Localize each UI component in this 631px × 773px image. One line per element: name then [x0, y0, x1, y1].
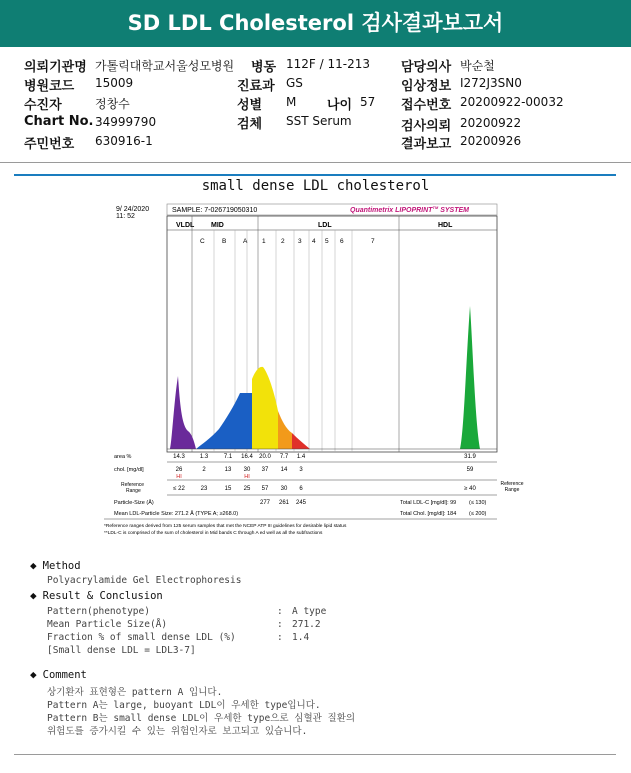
lipoprint-report	[104, 201, 524, 541]
ward-label: 병동	[251, 60, 277, 75]
footnote-2: **LDL-C is comprised of the sum of cholesterol in Mid bands C through A ed well as all the subfractions	[104, 531, 323, 536]
doctor-value: 박순철	[460, 59, 495, 73]
result-colon: :	[277, 619, 283, 630]
hospcode-value: 15009	[95, 76, 134, 90]
comment-line: Pattern B는 small dense LDL이 우세한 type으로 심혈관 질환의	[47, 713, 356, 724]
clinical-value: I272J3SN0	[460, 76, 522, 90]
comment-line: 상기환자 표현형은 pattern A 입니다.	[47, 687, 223, 698]
specimen-label: 검체	[237, 117, 263, 132]
svg-text:1.3: 1.3	[199, 454, 209, 460]
result-value: A type	[292, 606, 327, 617]
report-time: 11: 52	[116, 213, 135, 220]
request-value: 20200922	[460, 116, 522, 130]
section-title: small dense LDL cholesterol	[201, 178, 430, 194]
ldl-red-peak	[292, 433, 310, 449]
band-c: C	[200, 238, 205, 245]
comment-heading: ◆ Comment	[30, 668, 87, 681]
hospcode-label: 병원코드	[24, 79, 75, 94]
total-ldl: Total LDL-C [mg/dl]: 99	[400, 500, 457, 506]
receipt-value: 20200922-00032	[460, 95, 564, 109]
total-chol: Total Chol. [mg/dl]: 184	[400, 511, 457, 517]
result-colon: :	[277, 632, 283, 643]
svg-text:15: 15	[224, 486, 232, 492]
result-label: Mean Particle Size(Å)	[47, 619, 168, 630]
institution-label: 의뢰기관명	[24, 60, 87, 75]
svg-text:245: 245	[295, 500, 307, 506]
svg-text:13: 13	[224, 467, 232, 473]
svg-text:14: 14	[280, 467, 288, 473]
svg-text:7.7: 7.7	[279, 454, 289, 460]
svg-text:277: 277	[259, 500, 271, 506]
mean-particle-size: Mean LDL-Particle Size: 271.2 Å (TYPE A; ≥268.0)	[114, 511, 239, 517]
band-7: 7	[371, 238, 375, 245]
age-value: 57	[360, 95, 376, 109]
hdl-peak	[460, 306, 480, 449]
divider	[0, 162, 631, 163]
total-ldl-ref: (≤ 130)	[469, 500, 487, 506]
sex-value: M	[286, 95, 297, 109]
hi-flag-vldl: HI	[176, 474, 182, 480]
result-heading: ◆ Result & Conclusion	[30, 589, 163, 602]
specimen-value: SST Serum	[286, 114, 352, 128]
ref-label-2: Range	[126, 488, 141, 494]
diamond-icon: ◆	[30, 668, 37, 681]
ward-value: 112F / 11-213	[286, 57, 370, 71]
svg-text:3: 3	[299, 467, 303, 473]
band-b: B	[222, 238, 227, 245]
ps-label: Particle-Size (Å)	[114, 500, 154, 506]
area-values	[173, 454, 476, 460]
mid-header: MID	[211, 222, 224, 229]
comment-line: 위험도를 증가시킬 수 있는 위험인자로 보고되고 있습니다.	[47, 726, 308, 737]
comment-line: Pattern A는 large, buoyant LDL이 우세한 type입니다.	[47, 700, 321, 711]
ref-right-1: Reference	[500, 481, 524, 487]
chol-values	[176, 467, 474, 480]
bottom-divider	[14, 754, 616, 755]
ps-values	[260, 500, 307, 506]
dept-label: 진료과	[237, 79, 275, 94]
chol-label: chol. [mg/dl]	[114, 467, 144, 473]
svg-text:37: 37	[261, 467, 269, 473]
band-lines	[192, 216, 399, 452]
dept-value: GS	[286, 76, 303, 90]
total-chol-ref: (≤ 200)	[469, 511, 487, 517]
ref-label-1: Reference	[121, 482, 145, 488]
ref-values	[173, 486, 476, 492]
idnum-label: 주민번호	[24, 137, 75, 152]
method-text: Polyacrylamide Gel Electrophoresis	[47, 575, 242, 586]
patient-value: 정창수	[95, 97, 130, 111]
svg-text:26: 26	[175, 467, 183, 473]
svg-text:25: 25	[243, 486, 251, 492]
plot-frame	[167, 216, 497, 452]
band-6: 6	[340, 238, 344, 245]
svg-text:30: 30	[243, 467, 251, 473]
svg-text:1.4: 1.4	[296, 454, 306, 460]
svg-text:7.1: 7.1	[223, 454, 233, 460]
result-label: Fraction % of small dense LDL (%)	[47, 632, 236, 643]
result-label: Pattern(phenotype)	[47, 606, 150, 617]
ldl-header: LDL	[318, 222, 332, 229]
result-colon: :	[277, 606, 283, 617]
idnum-value: 630916-1	[95, 134, 153, 148]
svg-text:20.0: 20.0	[259, 454, 271, 460]
svg-text:2: 2	[202, 467, 206, 473]
svg-text:6: 6	[299, 486, 303, 492]
band-4: 4	[312, 238, 316, 245]
age-label: 나이	[327, 98, 353, 113]
sex-label: 성별	[237, 98, 263, 113]
sample-id: SAMPLE: 7-026719050310	[172, 207, 258, 214]
report-date: 9/ 24/2020	[116, 206, 150, 213]
diamond-icon: ◆	[30, 589, 37, 602]
report-title: SD LDL Cholesterol 검사결과보고서	[0, 0, 631, 47]
band-2: 2	[281, 238, 285, 245]
svg-text:59: 59	[466, 467, 474, 473]
area-label: area %	[114, 454, 132, 460]
hi-flag-a: HI	[244, 474, 250, 480]
band-a: A	[243, 238, 248, 245]
method-heading: ◆ Method	[30, 559, 81, 572]
receipt-label: 접수번호	[401, 98, 452, 113]
diamond-icon: ◆	[30, 559, 37, 572]
svg-text:≤ 22: ≤ 22	[173, 486, 185, 492]
result-value: 271.2	[292, 619, 321, 630]
band-5: 5	[325, 238, 329, 245]
svg-text:261: 261	[278, 500, 290, 506]
svg-text:30: 30	[280, 486, 288, 492]
hdl-header: HDL	[438, 222, 453, 229]
band-1: 1	[262, 238, 266, 245]
ref-right-2: Range	[504, 487, 520, 493]
result-value: 1.4	[292, 632, 310, 643]
band-3: 3	[298, 238, 302, 245]
chart-value: 34999790	[95, 115, 157, 129]
result-note: [Small dense LDL = LDL3-7]	[47, 645, 196, 656]
svg-text:14.3: 14.3	[173, 454, 185, 460]
ldl-yellow-peak	[252, 367, 278, 449]
doctor-label: 담당의사	[401, 60, 452, 75]
svg-text:31.9: 31.9	[464, 454, 476, 460]
report-label: 결과보고	[401, 137, 452, 152]
vldl-header: VLDL	[176, 222, 195, 229]
ldl-orange-peak	[278, 411, 292, 449]
brand-logo: Quantimetrix LIPOPRINT™ SYSTEM	[350, 205, 469, 214]
svg-text:16.4: 16.4	[241, 454, 253, 460]
svg-text:57: 57	[261, 486, 269, 492]
footnote-1: *Reference ranges derived from 125 serum samples that met the NCEP ATP III guidelines for desirable lipid status	[104, 524, 347, 529]
chart-label: Chart No.	[24, 114, 94, 129]
report-value: 20200926	[460, 134, 522, 148]
clinical-label: 임상정보	[401, 79, 452, 94]
svg-text:≥ 40: ≥ 40	[464, 486, 476, 492]
patient-label: 수진자	[24, 98, 62, 113]
accent-line	[14, 174, 616, 176]
svg-text:23: 23	[200, 486, 208, 492]
request-label: 검사의뢰	[401, 119, 452, 134]
institution-value: 가톨릭대학교서울성모병원	[95, 59, 235, 73]
